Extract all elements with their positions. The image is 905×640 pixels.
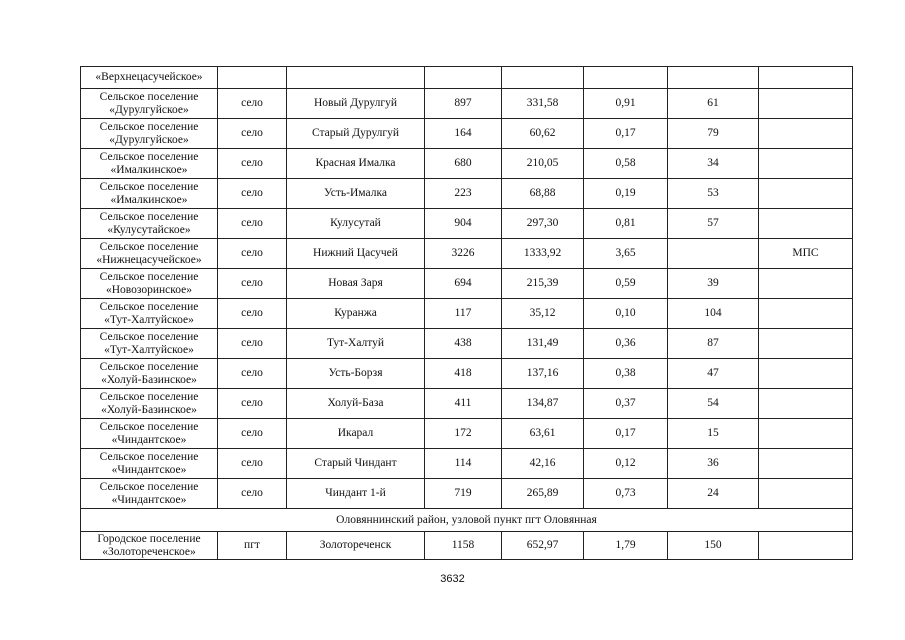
table-row [81,179,853,209]
table-row [81,419,853,449]
value1-cell: 215,39 [502,269,584,299]
locality-name: Золотореченск [287,532,425,560]
population-cell: 3226 [425,239,502,269]
locality-name: Куранжа [287,299,425,329]
value2-cell: 0,81 [584,209,668,239]
value1-cell: 137,16 [502,359,584,389]
population-cell [425,67,502,89]
value1-cell: 35,12 [502,299,584,329]
settlement-name: Сельское поселение «Тут-Халтуйское» [81,329,218,359]
section-heading: Оловяннинский район, узловой пункт пгт Оловянная [81,509,853,532]
value2-cell: 0,37 [584,389,668,419]
locality-name: Кулусутай [287,209,425,239]
population-cell: 114 [425,449,502,479]
note-cell [759,179,853,209]
settlement-type: село [218,89,287,119]
value3-cell [668,67,759,89]
value2-cell: 3,65 [584,239,668,269]
table-row [81,209,853,239]
settlement-name: Сельское поселение «Холуй-Базинское» [81,389,218,419]
settlement-name: Сельское поселение «Кулусутайское» [81,209,218,239]
locality-name: Нижний Цасучей [287,239,425,269]
locality-name: Красная Ималка [287,149,425,179]
table-row [81,239,853,269]
note-cell [759,329,853,359]
table-row [81,359,853,389]
value3-cell: 36 [668,449,759,479]
value2-cell: 0,10 [584,299,668,329]
value2-cell: 0,73 [584,479,668,509]
settlement-type: село [218,119,287,149]
locality-name: Чиндант 1-й [287,479,425,509]
locality-name: Старый Дурулгуй [287,119,425,149]
value3-cell: 61 [668,89,759,119]
settlement-name: Сельское поселение «Дурулгуйское» [81,89,218,119]
population-cell: 904 [425,209,502,239]
population-cell: 897 [425,89,502,119]
settlement-name: Сельское поселение «Тут-Халтуйское» [81,299,218,329]
locality-name: Тут-Халтуй [287,329,425,359]
note-cell [759,67,853,89]
locality-name: Старый Чиндант [287,449,425,479]
note-cell [759,389,853,419]
settlement-type: село [218,449,287,479]
settlement-name: Сельское поселение «Ималкинское» [81,179,218,209]
value3-cell: 57 [668,209,759,239]
settlement-type: село [218,329,287,359]
population-cell: 411 [425,389,502,419]
settlement-name: Сельское поселение «Чиндантское» [81,419,218,449]
value2-cell: 0,38 [584,359,668,389]
value3-cell [668,239,759,269]
note-cell: МПС [759,239,853,269]
value3-cell: 47 [668,359,759,389]
settlement-type: село [218,389,287,419]
value3-cell: 150 [668,532,759,560]
table-row [81,149,853,179]
value1-cell: 60,62 [502,119,584,149]
value3-cell: 53 [668,179,759,209]
settlement-name: Сельское поселение «Чиндантское» [81,449,218,479]
value3-cell: 15 [668,419,759,449]
table-row [81,389,853,419]
population-cell: 694 [425,269,502,299]
note-cell [759,149,853,179]
value2-cell: 0,58 [584,149,668,179]
value3-cell: 104 [668,299,759,329]
population-cell: 164 [425,119,502,149]
population-cell: 438 [425,329,502,359]
value1-cell: 63,61 [502,419,584,449]
value3-cell: 79 [668,119,759,149]
value1-cell: 297,30 [502,209,584,239]
value3-cell: 54 [668,389,759,419]
value2-cell: 0,12 [584,449,668,479]
table-row [81,299,853,329]
settlement-type: село [218,149,287,179]
settlement-type: село [218,269,287,299]
table-row [81,449,853,479]
value1-cell: 331,58 [502,89,584,119]
population-cell: 172 [425,419,502,449]
value2-cell: 0,91 [584,89,668,119]
value1-cell: 1333,92 [502,239,584,269]
note-cell [759,532,853,560]
population-cell: 418 [425,359,502,389]
note-cell [759,449,853,479]
locality-name: Холуй-База [287,389,425,419]
value2-cell: 0,19 [584,179,668,209]
note-cell [759,419,853,449]
population-cell: 719 [425,479,502,509]
settlement-type: село [218,179,287,209]
settlement-name: Сельское поселение «Холуй-Базинское» [81,359,218,389]
locality-name: Икарал [287,419,425,449]
data-table [80,66,853,560]
settlement-type [218,67,287,89]
page-number: 3632 [440,573,465,585]
value3-cell: 39 [668,269,759,299]
locality-name: Усть-Ималка [287,179,425,209]
note-cell [759,89,853,119]
locality-name: Новая Заря [287,269,425,299]
table-row [81,479,853,509]
table-row [81,269,853,299]
value2-cell: 0,59 [584,269,668,299]
settlement-type: село [218,479,287,509]
settlement-name: «Верхнецасучейское» [81,67,218,89]
value2-cell: 0,17 [584,119,668,149]
settlement-name: Сельское поселение «Нижнецасучейское» [81,239,218,269]
value1-cell [502,67,584,89]
table-row [81,532,853,560]
value3-cell: 87 [668,329,759,359]
settlement-type: село [218,239,287,269]
table-row [81,329,853,359]
note-cell [759,299,853,329]
value3-cell: 34 [668,149,759,179]
table-body [81,67,853,560]
settlement-name: Сельское поселение «Дурулгуйское» [81,119,218,149]
value2-cell [584,67,668,89]
note-cell [759,269,853,299]
value2-cell: 0,36 [584,329,668,359]
value3-cell: 24 [668,479,759,509]
settlement-name: Городское поселение «Золотореченское» [81,532,218,560]
table-row [81,67,853,89]
value1-cell: 134,87 [502,389,584,419]
table-row [81,119,853,149]
settlement-name: Сельское поселение «Чиндантское» [81,479,218,509]
settlement-type: пгт [218,532,287,560]
note-cell [759,479,853,509]
value1-cell: 265,89 [502,479,584,509]
population-cell: 680 [425,149,502,179]
locality-name: Усть-Борзя [287,359,425,389]
locality-name: Новый Дурулгуй [287,89,425,119]
note-cell [759,209,853,239]
settlement-name: Сельское поселение «Новозоринское» [81,269,218,299]
settlement-name: Сельское поселение «Ималкинское» [81,149,218,179]
note-cell [759,359,853,389]
population-cell: 1158 [425,532,502,560]
value1-cell: 652,97 [502,532,584,560]
settlement-type: село [218,359,287,389]
value2-cell: 1,79 [584,532,668,560]
settlement-type: село [218,299,287,329]
value1-cell: 131,49 [502,329,584,359]
settlement-type: село [218,209,287,239]
value1-cell: 68,88 [502,179,584,209]
population-cell: 223 [425,179,502,209]
value2-cell: 0,17 [584,419,668,449]
population-cell: 117 [425,299,502,329]
value1-cell: 42,16 [502,449,584,479]
section-row [81,509,853,532]
settlement-type: село [218,419,287,449]
table-row [81,89,853,119]
value1-cell: 210,05 [502,149,584,179]
note-cell [759,119,853,149]
locality-name [287,67,425,89]
